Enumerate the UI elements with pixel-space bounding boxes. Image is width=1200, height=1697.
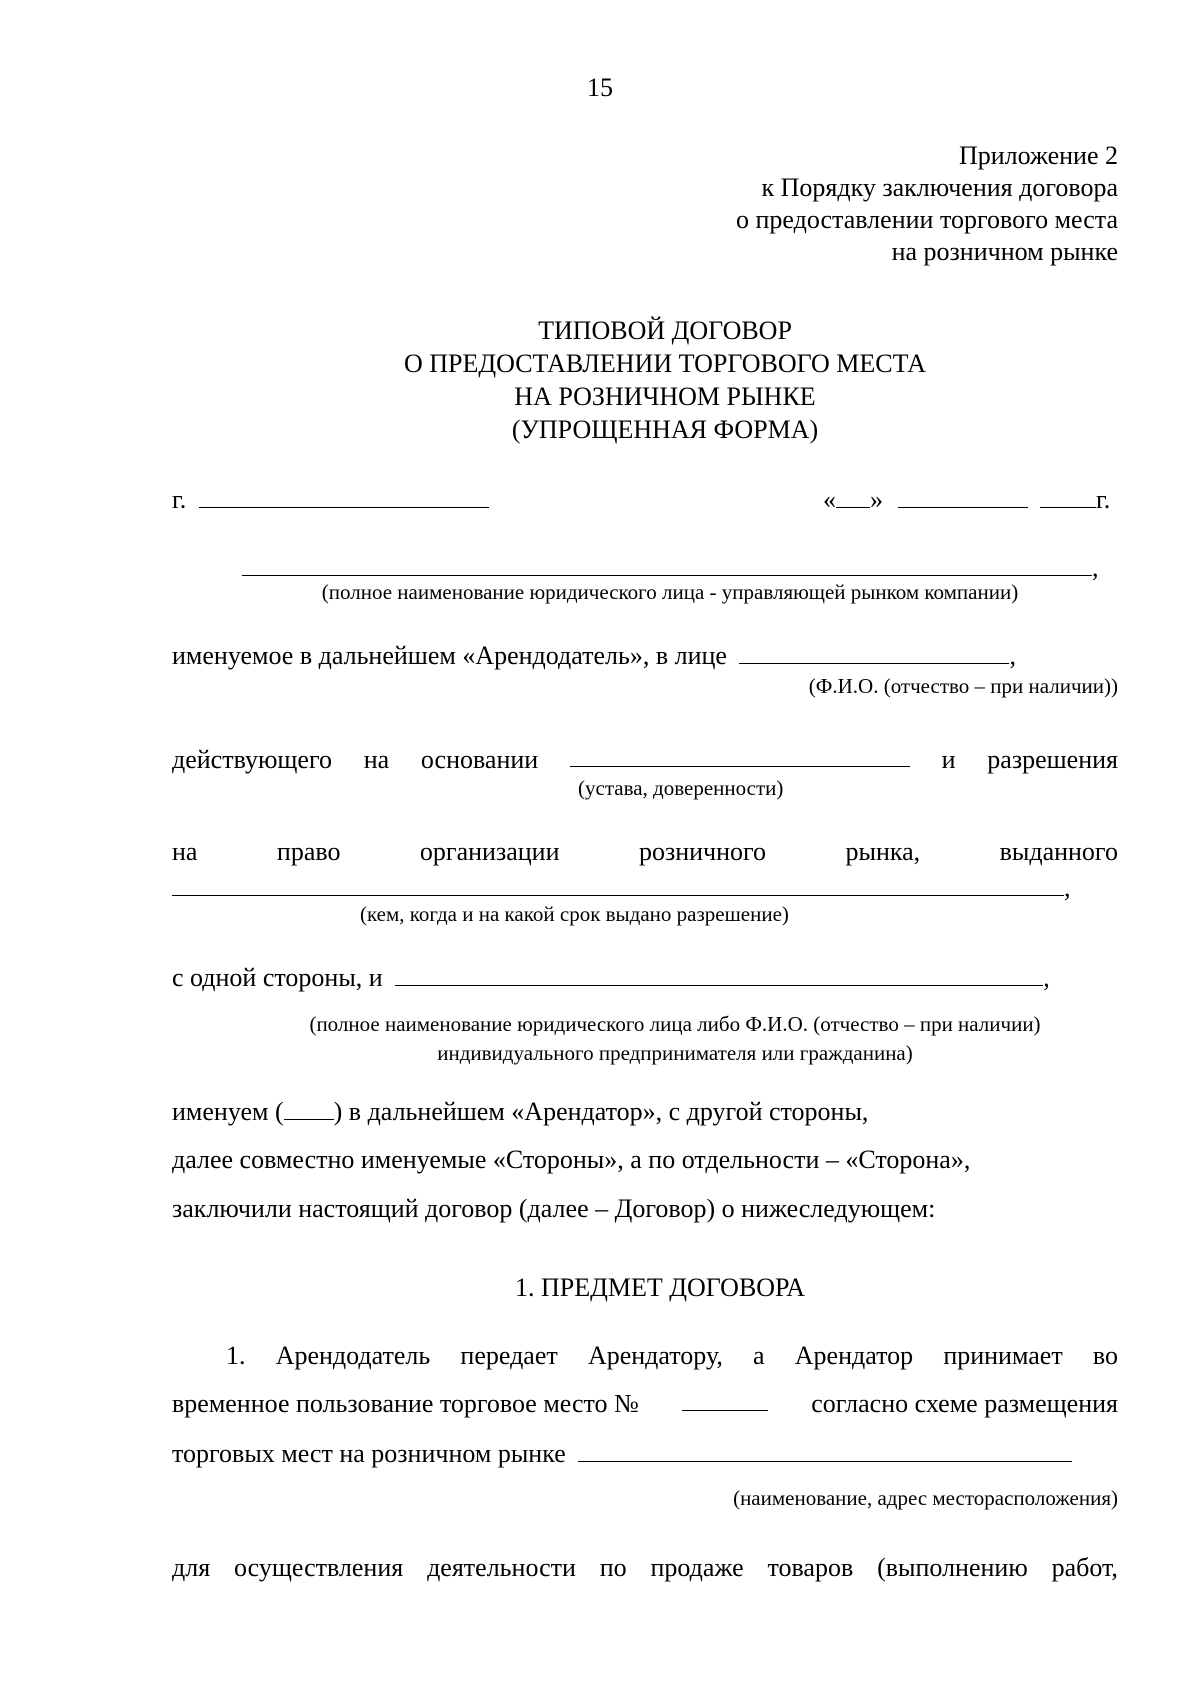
basis-blank <box>570 744 910 767</box>
section1-p3-line <box>172 1438 1072 1469</box>
p1-word: Арендодатель <box>275 1341 431 1370</box>
tenant-caption-line: индивидуального предпринимателя или гражданина) <box>437 1041 913 1065</box>
p3-pre: торговых мест на розничном рынке <box>172 1439 566 1468</box>
section-heading: 1. ПРЕДМЕТ ДОГОВОРА <box>515 1273 805 1302</box>
p1-word: во <box>1092 1341 1118 1370</box>
basis-word: на <box>363 745 390 774</box>
p1-word: принимает <box>943 1341 1063 1370</box>
basis-and: и <box>941 745 956 774</box>
right-word: право <box>276 837 341 866</box>
appendix-line: о предоставлении торгового места <box>736 205 1118 234</box>
tenant-text: с одной стороны, и <box>172 963 383 992</box>
named-tenant-line <box>172 1096 868 1127</box>
date-quote-close: » <box>870 485 883 514</box>
basis-word: действующего <box>172 745 332 774</box>
right-word: розничного <box>638 837 767 866</box>
representative-field <box>172 640 1016 671</box>
title-line: (УПРОЩЕННАЯ ФОРМА) <box>511 415 819 444</box>
comma: , <box>1009 641 1016 670</box>
section1-p1-line <box>226 1340 1118 1371</box>
p1-word: Арендатор <box>794 1341 914 1370</box>
parties-line: далее совместно именуемые «Стороны», а по отдельности – «Сторона», <box>172 1145 971 1174</box>
appendix-block <box>518 140 1118 268</box>
representative-blank <box>739 641 1009 664</box>
city-prefix: г. <box>172 485 187 514</box>
basis-line <box>172 744 1118 775</box>
date-quote-open: « <box>823 485 836 514</box>
p4-word: по <box>599 1553 627 1582</box>
right-word: на <box>172 837 198 866</box>
comma: , <box>1064 873 1071 902</box>
p4-word: работ, <box>1051 1553 1118 1582</box>
right-line <box>172 836 1118 867</box>
concluded-line: заключили настоящий договор (далее – Договор) о нижеследующем: <box>172 1194 936 1223</box>
city-field <box>172 484 489 515</box>
landlord-field <box>242 552 1099 583</box>
p1-word: 1. <box>226 1341 246 1370</box>
market-name-blank <box>578 1439 1072 1462</box>
right-word: выданного <box>999 837 1118 866</box>
p1-word: а <box>753 1341 765 1370</box>
page-number: 15 <box>587 73 613 102</box>
section1-p2-line <box>172 1388 1118 1419</box>
right-word: организации <box>419 837 560 866</box>
market-caption: (наименование, адрес месторасположения) <box>733 1486 1118 1510</box>
appendix-line: Приложение 2 <box>958 141 1118 170</box>
p4-word: продаже <box>650 1553 744 1582</box>
title-line: О ПРЕДОСТАВЛЕНИИ ТОРГОВОГО МЕСТА <box>403 349 927 378</box>
tenant-caption-line: (полное наименование юридического лица либо Ф.И.О. (отчество – при наличии) <box>309 1012 1041 1036</box>
document-title <box>0 314 1200 446</box>
month-blank <box>898 485 1028 508</box>
p4-word: для <box>172 1553 211 1582</box>
day-blank <box>836 485 870 508</box>
right-caption: (кем, когда и на какой срок выдано разрешение) <box>360 902 789 926</box>
p2-post: согласно схеме размещения <box>811 1389 1118 1418</box>
city-blank <box>199 485 489 508</box>
p1-word: Арендатору, <box>587 1341 723 1370</box>
right-word: рынка, <box>845 837 921 866</box>
tenant-field <box>172 962 1050 993</box>
year-suffix: г. <box>1096 485 1111 514</box>
p4-word: (выполнению <box>877 1553 1028 1582</box>
named-ending-blank <box>284 1097 334 1120</box>
tenant-name-blank <box>395 963 1043 986</box>
tenant-caption <box>250 1010 1100 1068</box>
named-pre: именуем ( <box>172 1097 284 1126</box>
p4-word: товаров <box>767 1553 854 1582</box>
basis-caption: (устава, доверенности) <box>578 776 784 800</box>
place-number-blank <box>682 1388 768 1411</box>
p1-word: передает <box>460 1341 558 1370</box>
named-post: ) в дальнейшем «Арендатор», с другой стороны, <box>333 1097 869 1126</box>
p4-word: деятельности <box>427 1553 576 1582</box>
appendix-line: к Порядку заключения договора <box>761 173 1118 202</box>
date-field <box>823 484 1110 515</box>
section1-p4-line <box>172 1552 1118 1583</box>
appendix-line: на розничном рынке <box>891 237 1118 266</box>
comma: , <box>1043 963 1050 992</box>
representative-text: именуемое в дальнейшем «Арендодатель», в лице <box>172 641 727 670</box>
year-blank <box>1040 485 1096 508</box>
title-line: НА РОЗНИЧНОМ РЫНКЕ <box>514 382 816 411</box>
p2-pre: временное пользование торговое место № <box>172 1389 639 1418</box>
comma: , <box>1092 553 1099 582</box>
permission-issuer-blank <box>172 873 1064 896</box>
landlord-caption: (полное наименование юридического лица - управляющей рынком компании) <box>321 580 1019 604</box>
title-line: ТИПОВОЙ ДОГОВОР <box>538 316 792 345</box>
p4-word: осуществления <box>234 1553 404 1582</box>
basis-word: основании <box>420 745 539 774</box>
basis-permission: разрешения <box>987 745 1118 774</box>
landlord-name-blank <box>242 553 1092 576</box>
right-field <box>172 872 1071 903</box>
representative-caption: (Ф.И.О. (отчество – при наличии)) <box>808 674 1118 698</box>
